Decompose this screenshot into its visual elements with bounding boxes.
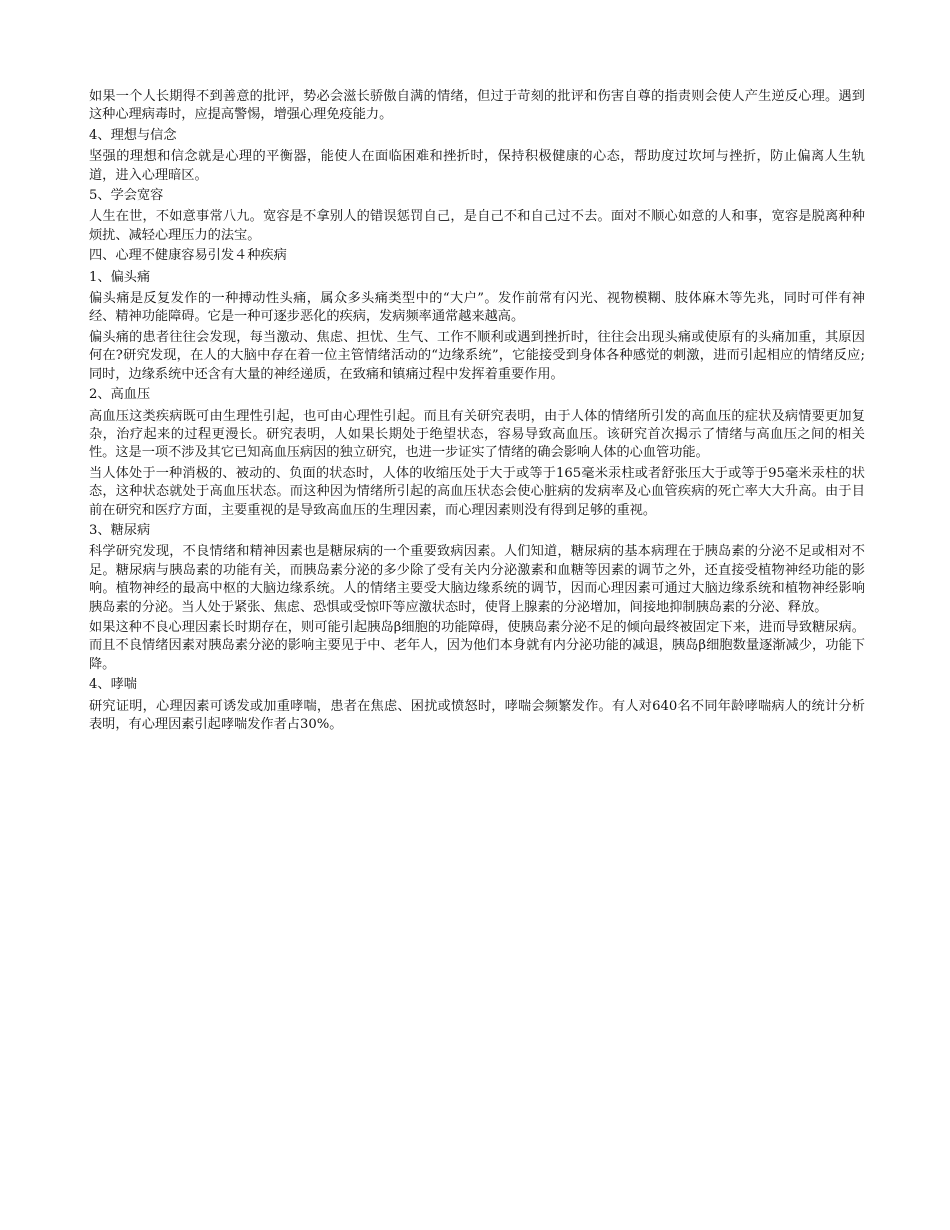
paragraph: 人生在世，不如意事常八九。宽容是不拿别人的错误惩罚自己，是自己不和自己过不去。面对不顺心如意的人和事，宽容是脱离种种烦扰、减轻心理压力的法宝。 (89, 209, 865, 243)
section-heading: 3、糖尿病 (89, 522, 151, 538)
paragraph: 偏头痛是反复发作的一种搏动性头痛，属众多头痛类型中的“大户”。发作前常有闪光、视物模糊、肢体麻木等先兆，同时可伴有神经、精神功能障碍。它是一种可逐步恶化的疾病，发病频率通常越来越高。 (89, 291, 865, 325)
paragraph: 偏头痛的患者往往会发现，每当激动、焦虑、担忧、生气、工作不顺利或遇到挫折时，往往会出现头痛或使原有的头痛加重，其原因何在?研究发现，在人的大脑中存在着一位主管情绪活动的“边缘系统”，它能接受到身体各种感觉的刺激，进而引起相应的情绪反应;同时，边缘系统中还含有大量的神经递质，在致痛和镇痛过程中发挥着重要作用。 (89, 329, 865, 382)
paragraph: 如果这种不良心理因素长时期存在，则可能引起胰岛β细胞的功能障碍，使胰岛素分泌不足的倾向最终被固定下来，进而导致糖尿病。而且不良情绪因素对胰岛素分泌的影响主要见于中、老年人，因为他们本身就有内分泌功能的减退，胰岛β细胞数量逐渐减少，功能下降。 (89, 619, 865, 672)
section-heading: 1、偏头痛 (89, 269, 151, 285)
paragraph: 当人体处于一种消极的、被动的、负面的状态时，人体的收缩压处于大于或等于165毫米汞柱或者舒张压大于或等于95毫米汞柱的状态，这种状态就处于高血压状态。而这种因为情绪所引起的高血压状态会使心脏病的发病率及心血管疾病的死亡率大大升高。由于目前在研究和医疗方面，主要重视的是导致高血压的生理因素，而心理因素则没有得到足够的重视。 (89, 465, 865, 518)
paragraph: 坚强的理想和信念就是心理的平衡器，能使人在面临困难和挫折时，保持积极健康的心态，帮助度过坎坷与挫折，防止偏离人生轨道，进入心理暗区。 (89, 149, 865, 183)
paragraph: 如果一个人长期得不到善意的批评，势必会滋长骄傲自满的情绪，但过于苛刻的批评和伤害自尊的指责则会使人产生逆反心理。遇到这种心理病毒时，应提高警惕，增强心理免疫能力。 (89, 89, 865, 123)
paragraph: 高血压这类疾病既可由生理性引起，也可由心理性引起。而且有关研究表明，由于人体的情绪所引发的高血压的症状及病情要更加复杂，治疗起来的过程更漫长。研究表明，人如果长期处于绝望状态，容易导致高血压。该研究首次揭示了情绪与高血压之间的相关性。这是一项不涉及其它已知高血压病因的独立研究，也进一步证实了情绪的确会影响人体的心血管功能。 (89, 408, 865, 461)
section-heading: 4、理想与信念 (89, 127, 177, 143)
section-heading: 四、心理不健康容易引发４种疾病 (89, 248, 287, 264)
paragraph: 科学研究发现，不良情绪和精神因素也是糖尿病的一个重要致病因素。人们知道，糖尿病的基本病理在于胰岛素的分泌不足或相对不足。糖尿病与胰岛素的功能有关，而胰岛素分泌的多少除了受有关内分泌激素和血糖等因素的调节之外，还直接受植物神经功能的影响。植物神经的最高中枢的大脑边缘系统。人的情绪主要受大脑边缘系统的调节，因而心理因素可通过大脑边缘系统和植物神经影响胰岛素的分泌。当人处于紧张、焦虑、恐惧或受惊吓等应激状态时，使肾上腺素的分泌增加，间接地抑制胰岛素的分泌、释放。 (89, 544, 865, 615)
section-heading: 4、哮喘 (89, 677, 137, 693)
document-body (89, 88, 865, 736)
paragraph: 研究证明，心理因素可诱发或加重哮喘，患者在焦虑、困扰或愤怒时，哮喘会频繁发作。有人对640名不同年龄哮喘病人的统计分析表明，有心理因素引起哮喘发作者占30%。 (89, 698, 865, 732)
section-heading: 2、高血压 (89, 387, 151, 403)
section-heading: 5、学会宽容 (89, 188, 164, 204)
